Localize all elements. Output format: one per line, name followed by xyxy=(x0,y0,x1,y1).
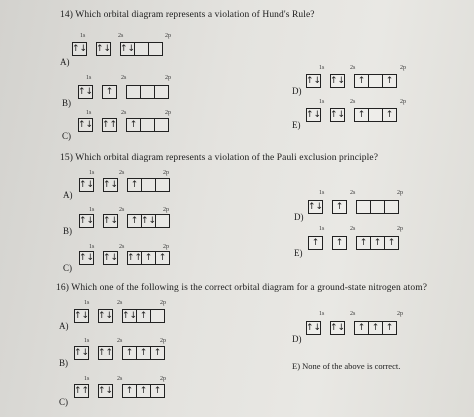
label-2s: 2s xyxy=(350,99,356,105)
label-2p: 2p xyxy=(400,99,406,105)
orbital-box: ↑↓ xyxy=(306,108,321,122)
orbital-box: ↑↓ xyxy=(79,178,94,192)
label-2s: 2s xyxy=(121,75,127,81)
orbital-diagram-q14-e xyxy=(306,108,396,122)
orbital-box xyxy=(140,85,155,99)
question-text: Which one of the following is the correct orbital diagram for a ground-state nitrogen atom? xyxy=(71,283,428,293)
orbital-box xyxy=(140,118,155,132)
label-2s: 2s xyxy=(350,311,356,317)
label-2s: 2s xyxy=(119,170,125,176)
option-e-text xyxy=(292,361,400,371)
orbital-box: ↑ xyxy=(382,74,397,88)
label-1s: 1s xyxy=(319,311,325,317)
label-1s: 1s xyxy=(84,338,90,344)
label-1s: 1s xyxy=(86,110,92,116)
option-label: E) xyxy=(292,361,301,371)
orbital-box: ↑↓ xyxy=(72,42,87,56)
orbital-box xyxy=(155,214,170,228)
label-2s: 2s xyxy=(118,33,124,39)
label-2s: 2s xyxy=(350,190,356,196)
label-1s: 1s xyxy=(89,244,95,250)
orbital-box: ↑ xyxy=(370,236,385,250)
orbital-box xyxy=(368,108,383,122)
orbital-diagram-q15-a xyxy=(79,178,169,192)
option-label: D) xyxy=(294,212,304,222)
orbital-box: ↑ xyxy=(368,321,383,335)
label-2s: 2s xyxy=(117,338,123,344)
orbital-diagram-q14-d xyxy=(306,74,396,88)
orbital-box xyxy=(356,200,371,214)
option-label: C) xyxy=(62,131,71,141)
label-2s: 2s xyxy=(117,300,123,306)
label-1s: 1s xyxy=(86,75,92,81)
orbital-box: ↑↓ xyxy=(103,214,118,228)
orbital-box: ↑ xyxy=(382,321,397,335)
orbital-box: ↑↑ xyxy=(98,346,113,360)
question-16 xyxy=(56,283,427,293)
orbital-box: ↑↓ xyxy=(330,108,345,122)
label-2p: 2p xyxy=(163,244,169,250)
orbital-box xyxy=(368,74,383,88)
label-2p: 2p xyxy=(165,75,171,81)
orbital-box: ↑ xyxy=(354,108,369,122)
question-text: Which orbital diagram represents a violation of the Pauli exclusion principle? xyxy=(75,153,379,163)
orbital-box xyxy=(154,85,169,99)
label-2p: 2p xyxy=(397,190,403,196)
orbital-box xyxy=(155,178,170,192)
option-label: A) xyxy=(59,321,69,331)
label-2p: 2p xyxy=(397,226,403,232)
orbital-diagram-q14-b xyxy=(78,85,168,99)
label-2p: 2p xyxy=(165,33,171,39)
question-number: 16) xyxy=(56,283,69,293)
orbital-box xyxy=(154,118,169,132)
orbital-box: ↑ xyxy=(308,236,323,250)
orbital-box: ↑ xyxy=(150,346,165,360)
orbital-box: ↑↓ xyxy=(74,309,89,323)
orbital-box: ↑ xyxy=(332,200,347,214)
orbital-box: ↑↓ xyxy=(96,42,111,56)
label-2s: 2s xyxy=(117,376,123,382)
orbital-box: ↑ xyxy=(332,236,347,250)
option-label: A) xyxy=(60,57,70,67)
label-2s: 2s xyxy=(350,226,356,232)
orbital-box: ↑ xyxy=(384,236,399,250)
orbital-box: ↑↑ xyxy=(74,384,89,398)
orbital-box: ↑↓ xyxy=(79,214,94,228)
orbital-box xyxy=(148,42,163,56)
orbital-diagram-q16-c xyxy=(74,384,164,398)
orbital-box: ↑↑ xyxy=(102,118,117,132)
option-label: C) xyxy=(63,263,72,273)
orbital-box: ↑↓ xyxy=(306,74,321,88)
orbital-box: ↑↓ xyxy=(306,321,321,335)
orbital-box: ↑ xyxy=(141,251,156,265)
label-2p: 2p xyxy=(160,376,166,382)
option-label: D) xyxy=(292,334,302,344)
option-label: E) xyxy=(294,248,303,258)
question-number: 15) xyxy=(60,153,73,163)
option-label: C) xyxy=(59,397,68,407)
option-label: D) xyxy=(292,86,302,96)
label-1s: 1s xyxy=(84,376,90,382)
label-2p: 2p xyxy=(160,338,166,344)
orbital-box: ↑↓ xyxy=(122,309,137,323)
orbital-box: ↑↓ xyxy=(141,214,156,228)
orbital-box: ↑ xyxy=(102,85,117,99)
label-2s: 2s xyxy=(119,207,125,213)
orbital-diagram-q15-b xyxy=(79,214,169,228)
option-label: B) xyxy=(62,98,71,108)
orbital-box: ↑ xyxy=(122,384,137,398)
orbital-diagram-q15-c xyxy=(79,251,169,265)
question-15 xyxy=(60,153,378,163)
orbital-box: ↑↓ xyxy=(78,85,93,99)
orbital-diagram-q15-d xyxy=(308,200,398,214)
option-text: None of the above is correct. xyxy=(302,361,401,371)
orbital-diagram-q16-d xyxy=(306,321,396,335)
label-1s: 1s xyxy=(80,33,86,39)
orbital-box: ↑ xyxy=(136,309,151,323)
label-2p: 2p xyxy=(160,300,166,306)
label-1s: 1s xyxy=(319,190,325,196)
orbital-box: ↑↓ xyxy=(103,178,118,192)
orbital-box: ↑↓ xyxy=(79,251,94,265)
orbital-box: ↑ xyxy=(127,178,142,192)
orbital-box: ↑ xyxy=(150,384,165,398)
orbital-diagram-q14-a xyxy=(72,42,162,56)
label-1s: 1s xyxy=(319,226,325,232)
orbital-box: ↑ xyxy=(136,384,151,398)
orbital-box: ↑↓ xyxy=(120,42,135,56)
question-number: 14) xyxy=(60,10,73,20)
label-1s: 1s xyxy=(319,65,325,71)
orbital-diagram-q15-e xyxy=(308,236,398,250)
label-2s: 2s xyxy=(119,244,125,250)
label-2p: 2p xyxy=(163,207,169,213)
option-label: A) xyxy=(63,190,73,200)
orbital-box: ↑ xyxy=(127,214,142,228)
orbital-box: ↑ xyxy=(356,236,371,250)
label-2p: 2p xyxy=(165,110,171,116)
orbital-box: ↑ xyxy=(122,346,137,360)
label-2p: 2p xyxy=(400,65,406,71)
orbital-diagram-q14-c xyxy=(78,118,168,132)
orbital-box xyxy=(134,42,149,56)
orbital-box xyxy=(141,178,156,192)
orbital-box: ↑↑ xyxy=(127,251,142,265)
label-2p: 2p xyxy=(163,170,169,176)
orbital-box: ↑↓ xyxy=(78,118,93,132)
orbital-box xyxy=(150,309,165,323)
orbital-box: ↑ xyxy=(136,346,151,360)
orbital-diagram-q16-a xyxy=(74,309,164,323)
label-2s: 2s xyxy=(121,110,127,116)
orbital-diagram-q16-b xyxy=(74,346,164,360)
label-2s: 2s xyxy=(350,65,356,71)
option-label: B) xyxy=(63,226,72,236)
orbital-box: ↑↓ xyxy=(330,321,345,335)
label-1s: 1s xyxy=(89,207,95,213)
orbital-box: ↑↓ xyxy=(330,74,345,88)
orbital-box xyxy=(384,200,399,214)
orbital-box: ↑ xyxy=(126,118,141,132)
orbital-box: ↑↓ xyxy=(98,309,113,323)
orbital-box: ↑↓ xyxy=(74,346,89,360)
label-1s: 1s xyxy=(89,170,95,176)
orbital-box: ↑↓ xyxy=(103,251,118,265)
orbital-box: ↑ xyxy=(354,74,369,88)
orbital-box xyxy=(126,85,141,99)
label-1s: 1s xyxy=(319,99,325,105)
question-14 xyxy=(60,10,315,20)
question-text: Which orbital diagram represents a violation of Hund's Rule? xyxy=(75,10,315,20)
option-label: B) xyxy=(59,358,68,368)
orbital-box: ↑↓ xyxy=(308,200,323,214)
option-label: E) xyxy=(292,120,301,130)
orbital-box: ↑↓ xyxy=(98,384,113,398)
label-2p: 2p xyxy=(397,311,403,317)
orbital-box xyxy=(370,200,385,214)
label-1s: 1s xyxy=(84,300,90,306)
orbital-box: ↑ xyxy=(155,251,170,265)
orbital-box: ↑ xyxy=(354,321,369,335)
orbital-box: ↑ xyxy=(382,108,397,122)
